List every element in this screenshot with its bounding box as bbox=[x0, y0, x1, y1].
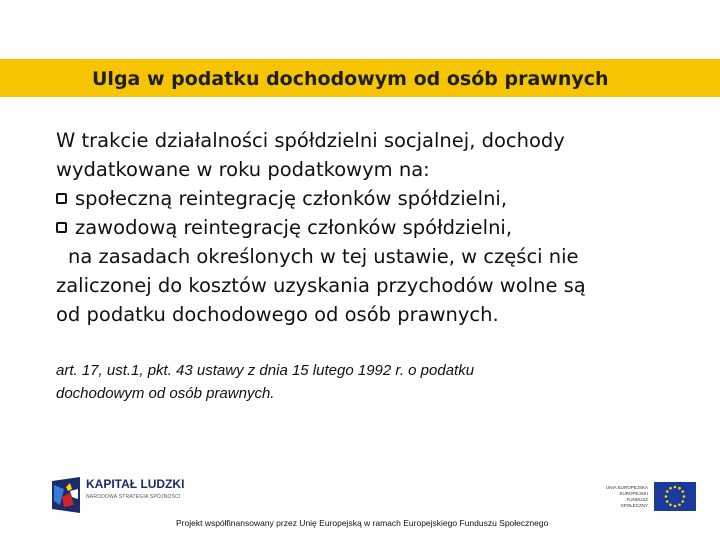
slide-title: Ulga w podatku dochodowym od osób prawnych bbox=[92, 68, 609, 90]
citation-line: dochodowym od osób prawnych. bbox=[56, 385, 275, 402]
title-bar bbox=[0, 59, 720, 97]
bullet-text: społeczną reintegrację członków spółdzielni, bbox=[75, 187, 508, 210]
kapital-ludzki-logo bbox=[50, 473, 190, 523]
slide-body bbox=[56, 126, 676, 329]
bullet-item bbox=[56, 184, 676, 213]
funding-caption: Projekt współfinansowany przez Unię Europejską w ramach Europejskiego Funduszu Społecznego bbox=[176, 518, 549, 528]
logo-name: KAPITAŁ LUDZKI bbox=[86, 477, 185, 491]
body-line: zaliczonej do kosztów uzyskania przychodów wolne są bbox=[56, 274, 586, 297]
eu-flag-icon bbox=[654, 482, 696, 511]
bullet-item bbox=[56, 213, 676, 242]
legal-citation bbox=[56, 359, 616, 405]
eu-stars-icon bbox=[654, 482, 696, 511]
checkbox-bullet-icon bbox=[56, 193, 67, 204]
checkbox-bullet-icon bbox=[56, 222, 67, 233]
body-line: W trakcie działalności spółdzielni socjalnej, dochody bbox=[56, 129, 565, 152]
eu-logo-text: UNIA EUROPEJSKA EUROPEJSKI FUNDUSZ SPOŁECZNY bbox=[605, 485, 648, 508]
body-line: od podatku dochodowego od osób prawnych. bbox=[56, 303, 499, 326]
bullet-text: zawodową reintegrację członków spółdzielni, bbox=[75, 216, 513, 239]
logo-subtitle: NARODOWA STRATEGIA SPÓJNOŚCI bbox=[86, 494, 181, 500]
kapital-ludzki-emblem-icon bbox=[50, 475, 82, 515]
body-line: na zasadach określonych w tej ustawie, w części nie bbox=[68, 245, 579, 268]
eu-logo bbox=[600, 482, 700, 514]
citation-line: art. 17, ust.1, pkt. 43 ustawy z dnia 15 lutego 1992 r. o podatku bbox=[56, 362, 475, 379]
body-line: wydatkowane w roku podatkowym na: bbox=[56, 158, 430, 181]
